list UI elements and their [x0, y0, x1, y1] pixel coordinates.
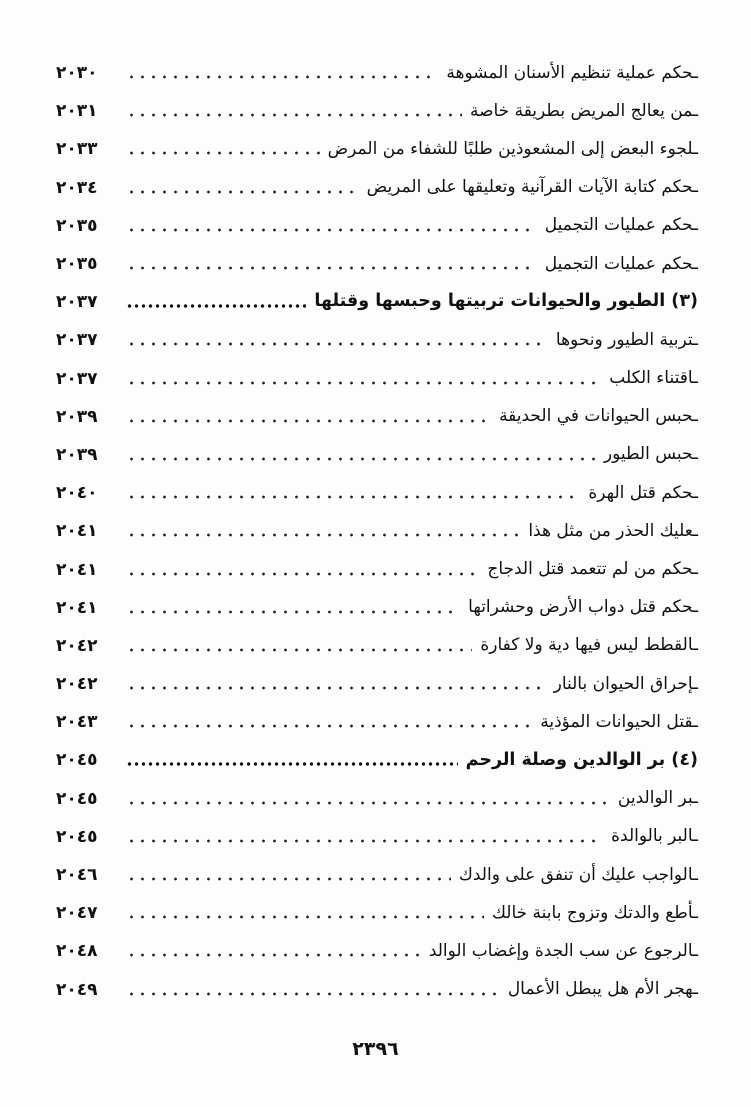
toc-entry-page-number: ٢٠٣٧ [56, 330, 98, 351]
toc-entry-page-number: ٢٠٤٧ [56, 903, 98, 924]
toc-entry-title: ـحبس الحيوانات في الحديقة [499, 406, 698, 427]
toc-entry [56, 169, 698, 207]
toc-entry-page-number: ٢٠٣١ [56, 101, 98, 122]
toc-entry-title: ـاقتناء الكلب [609, 368, 698, 389]
toc-entry-page-number: ٢٠٤٦ [56, 865, 98, 886]
dot-leader [126, 377, 601, 389]
toc-entry-title: (٣) الطيور والحيوانات تربيتها وحبسها وقتلها [314, 291, 698, 312]
page-number: ٢٣٩٦ [352, 1038, 399, 1060]
toc-entry-title: ـإحراق الحيوان بالنار [553, 673, 698, 694]
dot-leader [126, 682, 546, 694]
toc-entry [56, 436, 698, 474]
toc-entry-title: ـحكم قتل الهرة [588, 482, 698, 503]
toc-entry-page-number: ٢٠٤٥ [56, 826, 98, 847]
toc-entry-title: ـبر الوالدين [617, 788, 698, 809]
toc-entry-page-number: ٢٠٤١ [56, 521, 98, 542]
toc-entry-title: ـتربية الطيور ونحوها [555, 329, 698, 350]
toc-entry-page-number: ٢٠٣٩ [56, 406, 98, 427]
toc-entry-title: ـهجر الأم هل يبطل الأعمال [507, 979, 698, 1000]
dot-leader [126, 300, 306, 312]
toc-section-heading [56, 741, 698, 779]
dot-leader [126, 949, 421, 961]
toc-entry-page-number: ٢٠٤٩ [56, 979, 98, 1000]
toc-entry-title: ـالرجوع عن سب الجدة وإغضاب الوالد [428, 940, 698, 961]
toc-entry-title: ـحكم عملية تنظيم الأسنان المشوهة [446, 62, 698, 83]
toc-entry-title: ـحكم عمليات التجميل [544, 253, 698, 274]
toc-entry [56, 92, 698, 130]
toc-entry-page-number: ٢٠٤٣ [56, 712, 98, 733]
dot-leader [126, 529, 520, 541]
dot-leader [126, 453, 596, 465]
toc-entry-page-number: ٢٠٤٥ [56, 750, 98, 771]
toc-entry [56, 321, 698, 359]
dot-leader [126, 644, 472, 656]
toc-entry-page-number: ٢٠٤٠ [56, 483, 98, 504]
toc-entry [56, 360, 698, 398]
toc-entry-title: ـالواجب عليك أن تنفق على والدك [458, 864, 698, 885]
toc-entry [56, 474, 698, 512]
toc-entry-page-number: ٢٠٣٠ [56, 63, 98, 84]
toc-entry [56, 703, 698, 741]
dot-leader [126, 835, 603, 847]
dot-leader [126, 568, 479, 580]
toc-entry [56, 130, 698, 168]
toc-entry [56, 894, 698, 932]
dot-leader [126, 720, 532, 732]
toc-entry [56, 512, 698, 550]
toc-entry [56, 665, 698, 703]
toc-entry-page-number: ٢٠٣٥ [56, 254, 98, 275]
toc-entry-page-number: ٢٠٤٥ [56, 788, 98, 809]
dot-leader [126, 109, 462, 121]
dot-leader [126, 797, 610, 809]
dot-leader [126, 988, 500, 1000]
toc-entry [56, 932, 698, 970]
toc-entry-title: ـقتل الحيوانات المؤذية [540, 711, 698, 732]
toc-entry-title: ـحبس الطيور [603, 444, 698, 465]
toc-entry-title: ـحكم عمليات التجميل [544, 215, 698, 236]
toc-entry-page-number: ٢٠٤١ [56, 559, 98, 580]
toc-entry-title: ـمن يعالج المريض بطريقة خاصة [469, 100, 698, 121]
toc-entry-page-number: ٢٠٣٩ [56, 444, 98, 465]
toc-entry-page-number: ٢٠٣٧ [56, 368, 98, 389]
toc-entry [56, 398, 698, 436]
dot-leader [126, 606, 460, 618]
dot-leader [126, 873, 451, 885]
dot-leader [126, 338, 548, 350]
toc-entry [56, 971, 698, 1009]
toc-entry [56, 245, 698, 283]
dot-leader [126, 186, 359, 198]
dot-leader [126, 147, 320, 159]
toc-entry-title: ـالقطط ليس فيها دية ولا كفارة [480, 635, 698, 656]
table-of-contents [56, 54, 698, 1009]
toc-entry-title: ـحكم كتابة الآيات القرآنية وتعليقها على المريض [366, 177, 698, 198]
toc-entry [56, 818, 698, 856]
toc-entry [56, 550, 698, 588]
dot-leader [126, 758, 458, 770]
toc-entry-title: ـلجوء البعض إلى المشعوذين طلبًا للشفاء من المرض [327, 138, 698, 159]
toc-entry-title: ـالبر بالوالدة [611, 826, 698, 847]
toc-entry-page-number: ٢٠٤٢ [56, 674, 98, 695]
toc-entry [56, 589, 698, 627]
dot-leader [126, 224, 537, 236]
toc-entry [56, 856, 698, 894]
toc-entry-page-number: ٢٠٣٥ [56, 215, 98, 236]
toc-entry-page-number: ٢٠٣٤ [56, 177, 98, 198]
toc-entry-page-number: ٢٠٣٧ [56, 292, 98, 313]
toc-entry-title: ـحكم قتل دواب الأرض وحشراتها [468, 597, 698, 618]
dot-leader [126, 491, 580, 503]
toc-entry [56, 54, 698, 92]
dot-leader [126, 262, 537, 274]
toc-entry-page-number: ٢٠٣٣ [56, 139, 98, 160]
toc-entry [56, 207, 698, 245]
toc-section-heading [56, 283, 698, 321]
dot-leader [126, 71, 438, 83]
dot-leader [126, 415, 491, 427]
toc-entry-page-number: ٢٠٤١ [56, 597, 98, 618]
toc-entry-title: (٤) بر الوالدين وصلة الرحم [465, 749, 698, 770]
toc-entry [56, 627, 698, 665]
toc-entry-title: ـعليك الحذر من مثل هذا [528, 520, 698, 541]
toc-entry-title: ـحكم من لم تتعمد قتل الدجاج [487, 559, 698, 580]
toc-entry [56, 780, 698, 818]
toc-entry-title: ـأطع والدتك وتزوج بابنة خالك [491, 902, 698, 923]
toc-entry-page-number: ٢٠٤٨ [56, 941, 98, 962]
toc-entry-page-number: ٢٠٤٢ [56, 635, 98, 656]
dot-leader [126, 911, 484, 923]
